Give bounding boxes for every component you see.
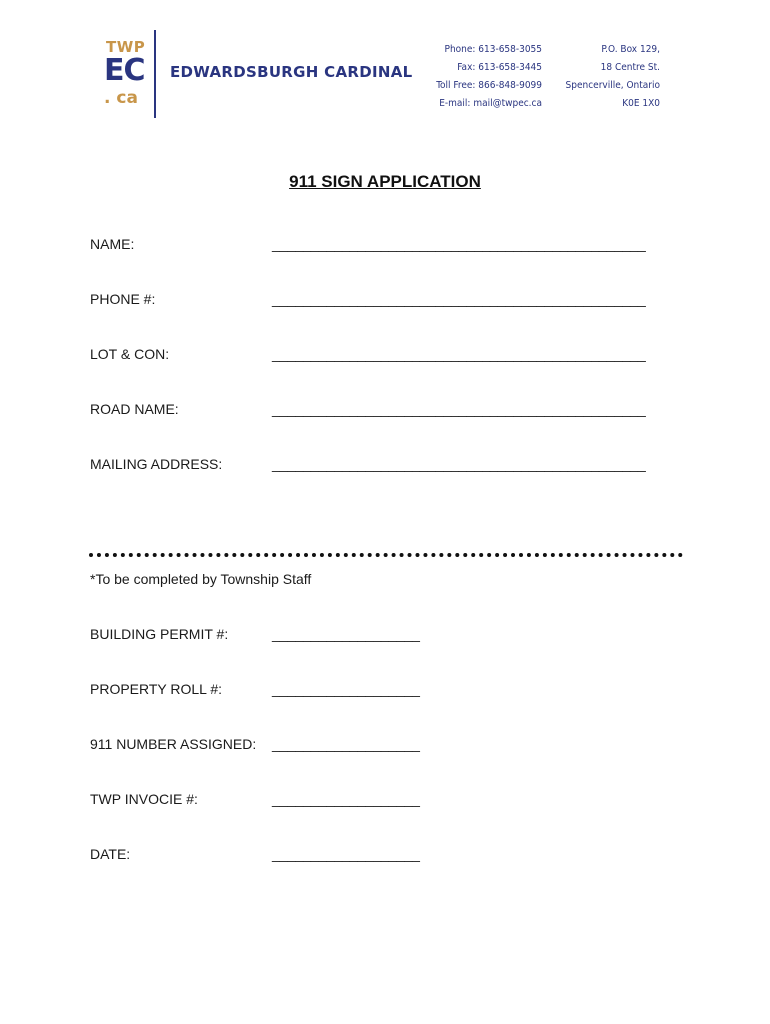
field-label: NAME: <box>90 236 135 252</box>
building-permit-field-row <box>90 626 420 642</box>
toll-free-line: Toll Free: 866-848-9099 <box>436 80 542 91</box>
lot-con-blank-line[interactable]: ________________________________________________ <box>272 346 646 362</box>
city-line: Spencerville, Ontario <box>565 80 660 91</box>
road-name-field-row <box>90 401 646 417</box>
lot-con-field-row <box>90 346 646 362</box>
logo-twp-text: TWP <box>106 38 146 56</box>
property-roll-blank-line[interactable]: ___________________ <box>272 681 420 697</box>
dotted-divider <box>89 553 683 557</box>
building-permit-blank-line[interactable]: ___________________ <box>272 626 420 642</box>
form-title: 911 SIGN APPLICATION <box>289 172 481 191</box>
field-label: PROPERTY ROLL #: <box>90 681 223 697</box>
twp-invoice-field-row <box>90 791 420 807</box>
number-assigned-blank-line[interactable]: ___________________ <box>272 736 420 752</box>
email-line: E-mail: mail@twpec.ca <box>439 98 542 109</box>
field-label: ROAD NAME: <box>90 401 179 417</box>
fax-line: Fax: 613-658-3445 <box>457 62 542 73</box>
field-label: PHONE #: <box>90 291 156 307</box>
organization-name: EDWARDSBURGH CARDINAL <box>170 63 413 81</box>
date-blank-line[interactable]: ___________________ <box>272 846 420 862</box>
postal-code-line: K0E 1X0 <box>622 98 660 109</box>
po-box-line: P.O. Box 129, <box>601 44 660 55</box>
name-blank-line[interactable]: ________________________________________________ <box>272 236 646 252</box>
phone-line: Phone: 613-658-3055 <box>444 44 542 55</box>
property-roll-field-row <box>90 681 420 697</box>
number-assigned-field-row <box>90 736 420 752</box>
logo-ec-text: EC <box>104 53 145 88</box>
phone-field-row <box>90 291 646 307</box>
street-line: 18 Centre St. <box>600 62 660 73</box>
field-label: MAILING ADDRESS: <box>90 456 223 472</box>
field-label: TWP INVOCIE #: <box>90 791 198 807</box>
road-name-blank-line[interactable]: ________________________________________________ <box>272 401 646 417</box>
mailing-address-blank-line[interactable]: ________________________________________________ <box>272 456 646 472</box>
phone-blank-line[interactable]: ________________________________________________ <box>272 291 646 307</box>
mailing-address-field-row <box>90 456 646 472</box>
twp-invoice-blank-line[interactable]: ___________________ <box>272 791 420 807</box>
field-label: BUILDING PERMIT #: <box>90 626 229 642</box>
logo-ca-text: . ca <box>104 88 138 108</box>
staff-only-note: *To be completed by Township Staff <box>90 571 312 587</box>
field-label: LOT & CON: <box>90 346 170 362</box>
date-field-row <box>90 846 420 862</box>
field-label: DATE: <box>90 846 131 862</box>
logo-divider <box>154 30 156 118</box>
name-field-row <box>90 236 646 252</box>
contact-info <box>436 41 542 113</box>
mailing-info <box>566 41 660 113</box>
field-label: 911 NUMBER ASSIGNED: <box>90 736 257 752</box>
